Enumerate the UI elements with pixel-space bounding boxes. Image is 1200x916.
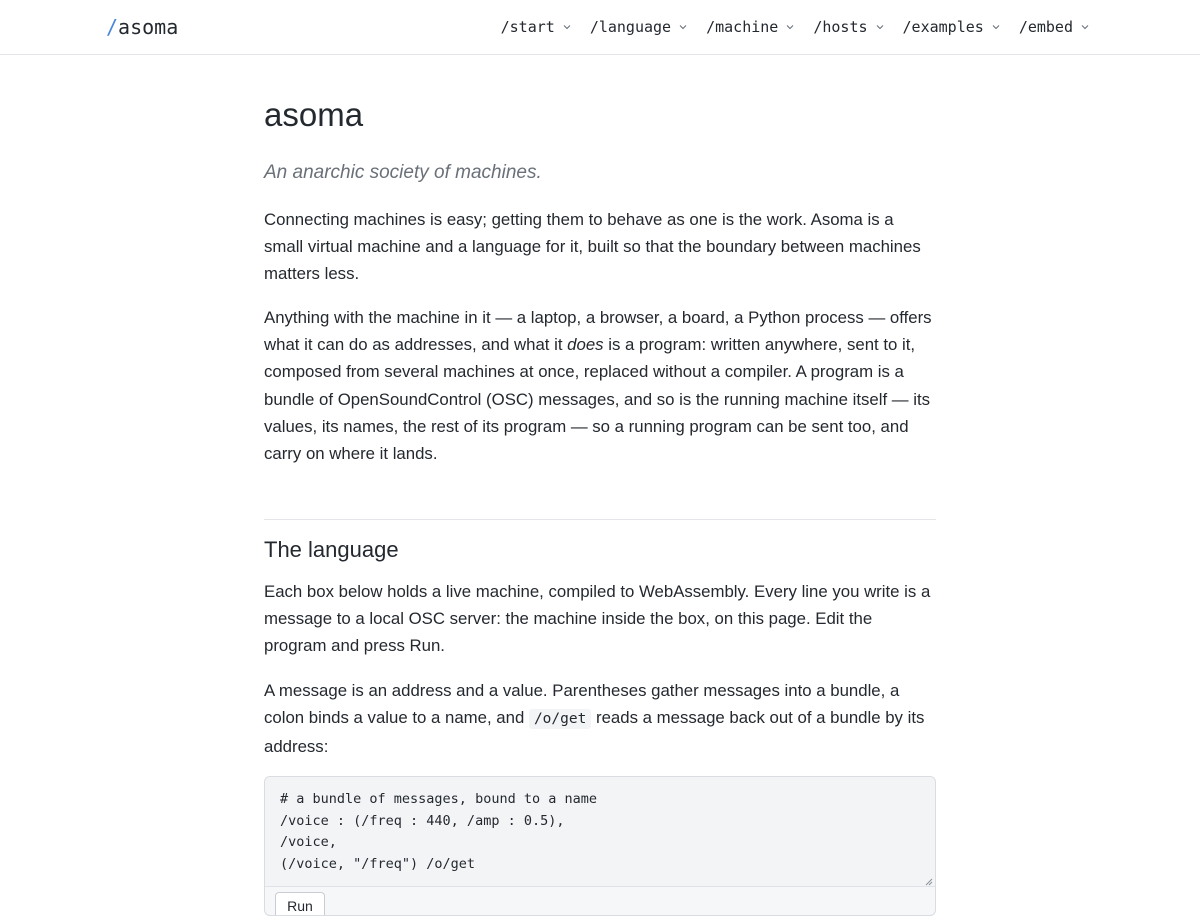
code-textarea[interactable]: [265, 777, 935, 887]
intro-paragraph-2-text: is a program: written anywhere, sent to it, composed from several machines at once, replaced without a compiler. A program is a bundle of OpenSoundControl (OSC) messages, and so is the running machine itself — its values, its names, the rest of its program — so a running program can be sent too, and carry on where it lands.: [264, 335, 931, 464]
top-nav-bar: [0, 0, 1200, 55]
brand-slash: /: [106, 15, 119, 39]
code-line: (/voice, "/freq") /o/get: [280, 855, 476, 872]
nav-item-label: /embed: [1018, 18, 1073, 36]
live-code-editor: [264, 776, 936, 916]
language-paragraph-2-text: A message is an address and a value. Parentheses gather messages into a bundle, a colon binds a value to a name, and: [264, 681, 900, 728]
nav-item-language[interactable]: [590, 17, 687, 37]
code-line: # a bundle of messages, bound to a name: [280, 791, 597, 807]
run-button[interactable]: Run: [275, 892, 325, 916]
nav-item-embed[interactable]: [1019, 17, 1089, 37]
code-line: /voice,: [280, 834, 337, 851]
chevron-down-icon: [876, 23, 884, 31]
nav-item-machine[interactable]: [706, 17, 794, 37]
page-title: asoma: [264, 96, 364, 133]
chevron-down-icon: [679, 23, 687, 31]
language-paragraph-2-text: reads a message back out of a bundle by its address:: [264, 708, 925, 757]
nav-item-start[interactable]: [501, 17, 571, 37]
chevron-down-icon: [786, 23, 794, 31]
nav-item-label: /examples: [902, 18, 984, 36]
nav-item-label: /machine: [706, 18, 779, 36]
chevron-down-icon: [563, 23, 571, 31]
brand-logo-link[interactable]: [106, 14, 178, 40]
intro-paragraph-2: [264, 304, 936, 467]
page-tagline: An anarchic society of machines.: [264, 162, 542, 183]
code-line: /voice : (/freq : 440, /amp : 0.5),: [280, 812, 565, 829]
section-divider: [264, 519, 936, 520]
language-paragraph-1: Each box below holds a live machine, compiled to WebAssembly. Every line you write is a message to a local OSC server: the machine inside the box, on this page. Edit the program and press Run.: [264, 582, 931, 656]
main-nav: [482, 17, 1089, 37]
intro-paragraph-2-text: Anything with the machine in it — a laptop, a browser, a board, a Python process — offers what it can do as addresses, and what it: [264, 308, 932, 355]
resize-handle-icon[interactable]: [923, 873, 933, 883]
brand-name: asoma: [118, 15, 179, 39]
language-paragraph-2: [264, 677, 936, 761]
nav-item-hosts[interactable]: [813, 17, 883, 37]
section-heading-language: The language: [264, 537, 399, 562]
nav-item-label: /start: [500, 18, 555, 36]
inline-code-o-get: /o/get: [529, 709, 591, 729]
nav-item-label: /hosts: [813, 18, 868, 36]
chevron-down-icon: [992, 23, 1000, 31]
intro-paragraph-1: Connecting machines is easy; getting them to behave as one is the work. Asoma is a small virtual machine and a language for it, built so that the boundary between machines matters less.: [264, 210, 921, 284]
nav-item-examples[interactable]: [903, 17, 1000, 37]
nav-item-label: /language: [589, 18, 672, 36]
emphasis-does: does: [567, 335, 604, 355]
chevron-down-icon: [1081, 23, 1089, 31]
